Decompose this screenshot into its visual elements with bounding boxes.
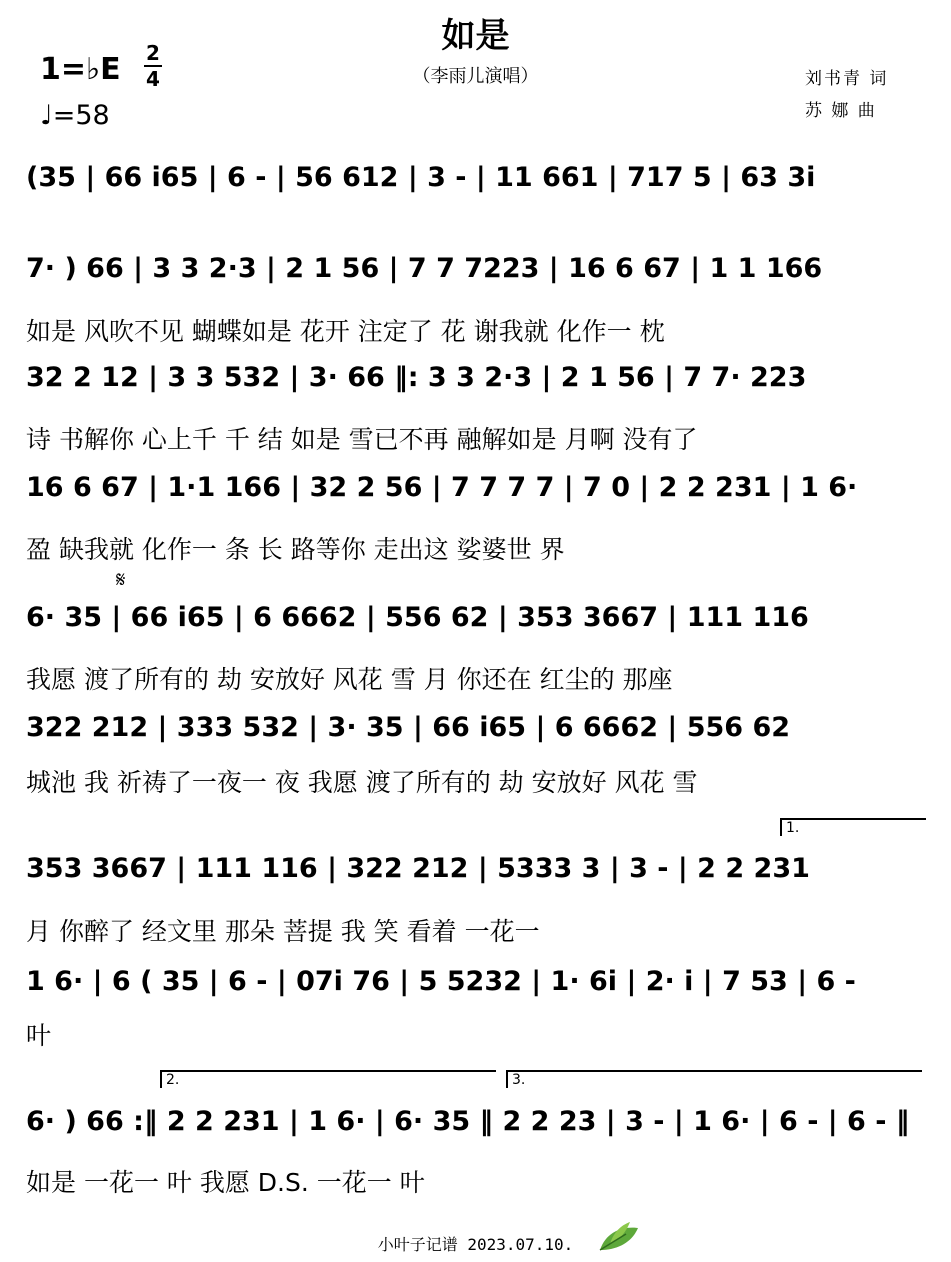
lyrics-line-8: 叶	[26, 1021, 52, 1050]
music-line-5: 6· 35 | 66 i65 | 6 6662 | 556 62 | 353 3667 | 111 116	[26, 602, 809, 633]
music-line-3: 32 2 12 | 3 3 532 | 3· 66 ‖: 3 3 2·3 | 2 1 56 | 7 7· 223	[26, 362, 807, 393]
lyrics-line-3: 诗 书解你 心上千 千 结 如是 雪已不再 融解如是 月啊 没有了	[26, 425, 698, 454]
music-line-7: 353 3667 | 111 116 | 322 212 | 5333 3 | 3 - | 2 2 231	[26, 853, 810, 884]
time-signature-bottom: 4	[146, 67, 160, 91]
song-title: 如是	[441, 16, 510, 56]
leaf-icon	[596, 1220, 642, 1254]
music-line-2: 7· ) 66 | 3 3 2·3 | 2 1 56 | 7 7 7223 | 16 6 67 | 1 1 166	[26, 253, 823, 284]
music-line-6: 322 212 | 333 532 | 3· 35 | 66 i65 | 6 6662 | 556 62	[26, 712, 791, 743]
composer-credit: 苏 娜 曲	[805, 101, 877, 121]
tempo-marking: ♩=58	[40, 100, 110, 131]
lyrics-line-6: 城池 我 祈祷了一夜一 夜 我愿 渡了所有的 劫 安放好 风花 雪	[26, 768, 698, 797]
lyrics-line-4: 盈 缺我就 化作一 条 长 路等你 走出这 娑婆世 界	[26, 535, 565, 564]
segno-sign: 𝄋	[116, 568, 126, 593]
time-signature	[142, 42, 164, 90]
music-line-1: (35 | 66 i65 | 6 - | 56 612 | 3 - | 11 661 | 717 5 | 63 3i	[26, 162, 816, 193]
transcriber-credit: 小叶子记谱 2023.07.10.	[377, 1235, 574, 1254]
volta-3: 3.	[506, 1070, 922, 1088]
lyrics-line-7: 月 你醉了 经文里 那朵 菩提 我 笑 看着 一花一	[26, 917, 540, 946]
lyricist-credit: 刘书青 词	[805, 69, 889, 89]
music-line-4: 16 6 67 | 1·1 166 | 32 2 56 | 7 7 7 7 | 7 0 | 2 2 231 | 1 6·	[26, 472, 858, 503]
volta-1: 1.	[780, 818, 926, 836]
music-line-8: 1 6· | 6 ( 35 | 6 - | 07i 76 | 5 5232 | 1· 6i | 2· i | 7 53 | 6 -	[26, 966, 856, 997]
key-signature: 1=♭E	[40, 52, 121, 87]
performer-note: （李雨儿演唱）	[412, 66, 539, 87]
music-line-9: 6· ) 66 :‖ 2 2 231 | 1 6· | 6· 35 ‖ 2 2 23 | 3 - | 1 6· | 6 - | 6 - ‖	[26, 1106, 910, 1137]
lyrics-line-5: 我愿 渡了所有的 劫 安放好 风花 雪 月 你还在 红尘的 那座	[26, 665, 673, 694]
volta-2: 2.	[160, 1070, 496, 1088]
lyrics-line-9: 如是 一花一 叶 我愿 D.S. 一花一 叶	[26, 1168, 425, 1197]
time-signature-top: 2	[146, 41, 160, 65]
lyrics-line-2: 如是 风吹不见 蝴蝶如是 花开 注定了 花 谢我就 化作一 枕	[26, 317, 665, 346]
